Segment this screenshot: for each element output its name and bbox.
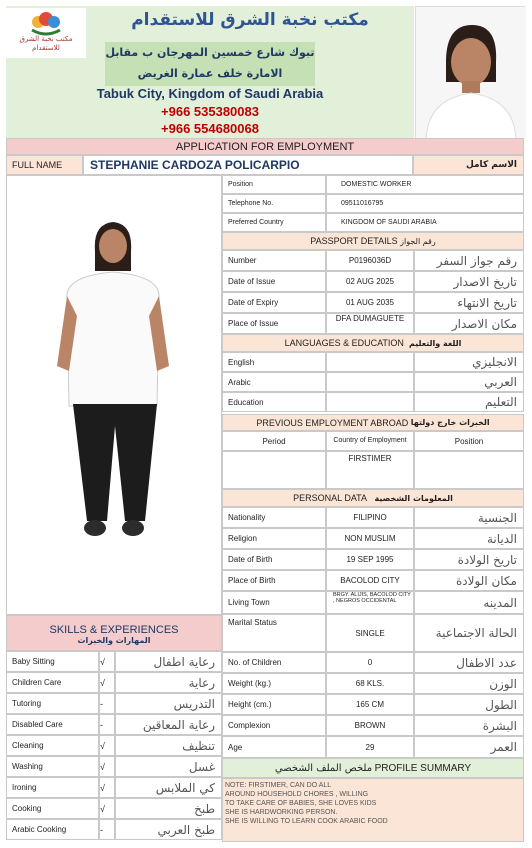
skill-label: Ironing: [6, 777, 99, 798]
address-line-2: الامارة خلف عمارة الغريض: [137, 67, 283, 80]
language-label: Education: [222, 392, 326, 412]
personal-value: SINGLE: [326, 614, 414, 652]
previous-employment-title: PREVIOUS EMPLOYMENT ABROAD: [256, 417, 409, 428]
language-label-ar: العربي: [414, 372, 524, 392]
full-body-photo: [6, 175, 222, 615]
profile-summary-line: AROUND HOUSEHOLD CHORES , WILLING: [225, 791, 369, 798]
personal-label: No. of Children: [222, 652, 326, 673]
personal-label: Religion: [222, 528, 326, 549]
headshot-photo: [415, 6, 525, 138]
skill-label: Arabic Cooking: [6, 819, 99, 840]
passport-title-ar: رقم الجواز: [400, 236, 436, 246]
full-name-label-ar: الاسم كامل: [413, 155, 524, 175]
skill-label: Disabled Care: [6, 714, 99, 735]
personal-value: 0: [326, 652, 414, 673]
passport-value: DFA DUMAGUETE: [326, 313, 414, 334]
general-label: Position: [222, 175, 326, 194]
skill-mark: √: [99, 756, 115, 777]
personal-value: NON MUSLIM: [326, 528, 414, 549]
address-line-1: تبوك شارع خمسين المهرجان ب مقابل: [105, 46, 315, 59]
personal-label-ar: المدينه: [414, 591, 524, 614]
skill-label-ar: غسل: [115, 756, 222, 777]
employment-country-cell: [326, 451, 414, 489]
skill-label-ar: تنظيف: [115, 735, 222, 756]
language-value: [326, 352, 414, 372]
passport-value: 01 AUG 2035: [326, 292, 414, 313]
general-value: KINGDOM OF SAUDI ARABIA: [326, 213, 524, 232]
col-period: Period: [222, 431, 326, 451]
passport-label-ar: تاريخ الاصدار: [414, 271, 524, 292]
skill-mark: √: [99, 651, 115, 672]
col-country: Country of Employment: [326, 431, 414, 451]
skill-mark: -: [99, 693, 115, 714]
profile-summary-title-ar: ملخص الملف الشخصي: [274, 762, 373, 774]
skills-title-ar: المهارات والخبرات: [77, 636, 151, 645]
office-logo: [6, 8, 86, 58]
passport-label: Place of Issue: [222, 313, 326, 334]
personal-label: Date of Birth: [222, 549, 326, 570]
passport-section-header: [222, 232, 524, 250]
office-name: مكتب نخبة الشرق للاستقدام: [131, 10, 369, 30]
personal-label: Marital Status: [222, 614, 326, 652]
skill-label-ar: طبخ العربي: [115, 819, 222, 840]
personal-value: 165 CM: [326, 694, 414, 715]
skill-mark: √: [99, 798, 115, 819]
skill-label-ar: رعاية المعاقين: [115, 714, 222, 735]
skill-label-ar: رعاية اطفال: [115, 651, 222, 672]
previous-employment-title-ar: الخبرات خارج دولتها: [410, 418, 490, 427]
employment-value: FIRSTIMER: [348, 454, 392, 463]
full-body-photo-icon: [7, 176, 223, 616]
personal-data-title-ar: المعلومات الشخصية: [374, 493, 453, 503]
skills-title: SKILLS & EXPERIENCES: [49, 624, 179, 636]
personal-label-ar: عدد الاطفال: [414, 652, 524, 673]
skill-mark: -: [99, 819, 115, 840]
skill-label-ar: التدريس: [115, 693, 222, 714]
general-value: 09511016795: [326, 194, 524, 213]
skill-label: Cooking: [6, 798, 99, 819]
profile-summary-header: [222, 758, 524, 778]
personal-value: 68 KLS.: [326, 673, 414, 694]
profile-summary-body: [222, 778, 524, 842]
profile-summary-line: SHE IS HARDWORKING PERSON.: [225, 809, 338, 816]
personal-label-ar: مكان الولادة: [414, 570, 524, 591]
passport-label: Date of Issue: [222, 271, 326, 292]
profile-summary-title: PROFILE SUMMARY: [374, 762, 472, 774]
languages-section-header: [222, 334, 524, 352]
full-name-label: FULL NAME: [6, 155, 83, 175]
logo-text: مكتب نخبة الشرق للاستقدام: [19, 35, 73, 52]
passport-label: Date of Expiry: [222, 292, 326, 313]
languages-title: LANGUAGES & EDUCATION: [284, 338, 404, 348]
skills-header: [6, 615, 222, 651]
skill-mark: √: [99, 672, 115, 693]
personal-label-ar: الجنسية: [414, 507, 524, 528]
personal-value: 19 SEP 1995: [326, 549, 414, 570]
skill-label: Tutoring: [6, 693, 99, 714]
profile-summary-line: NOTE: FIRSTIMER, CAN DO ALL: [225, 782, 332, 789]
languages-title-ar: اللغة والتعليم: [408, 338, 462, 348]
skill-label: Washing: [6, 756, 99, 777]
personal-data-title: PERSONAL DATA: [293, 493, 367, 503]
headshot-icon: [416, 7, 526, 139]
personal-data-header: [222, 489, 524, 507]
language-label-ar: الانجليزي: [414, 352, 524, 372]
application-title: APPLICATION FOR EMPLOYMENT: [6, 138, 524, 155]
skill-label: Baby Sitting: [6, 651, 99, 672]
skill-label-ar: طبخ: [115, 798, 222, 819]
personal-value: BACOLOD CITY: [326, 570, 414, 591]
personal-label-ar: تاريخ الولادة: [414, 549, 524, 570]
profile-summary-line: SHE IS WILLING TO LEARN COOK ARABIC FOOD: [225, 818, 388, 825]
employment-period-cell: [222, 451, 326, 489]
skill-mark: √: [99, 777, 115, 798]
personal-value: BROWN: [326, 715, 414, 736]
skill-label-ar: كي الملابس: [115, 777, 222, 798]
profile-summary-line: TO TAKE CARE OF BABIES, SHE LOVES KIDS: [225, 800, 377, 807]
personal-label: Height (cm.): [222, 694, 326, 715]
passport-value: 02 AUG 2025: [326, 271, 414, 292]
general-label: Telephone No.: [222, 194, 326, 213]
personal-value: FILIPINO: [326, 507, 414, 528]
personal-label-ar: الطول: [414, 694, 524, 715]
personal-label-ar: العمر: [414, 736, 524, 758]
language-value: [326, 372, 414, 392]
language-label-ar: التعليم: [414, 392, 524, 412]
skill-mark: -: [99, 714, 115, 735]
passport-value: P0196036D: [326, 250, 414, 271]
personal-value: 29: [326, 736, 414, 758]
personal-label: Weight (kg.): [222, 673, 326, 694]
passport-label-ar: رقم جواز السفر: [414, 250, 524, 271]
personal-label: Complexion: [222, 715, 326, 736]
personal-label-ar: الحالة الاجتماعية: [414, 614, 524, 652]
passport-label-ar: مكان الاصدار: [414, 313, 524, 334]
skill-label: Children Care: [6, 672, 99, 693]
passport-label-ar: تاريخ الانتهاء: [414, 292, 524, 313]
phone-2: +966 554680068: [161, 121, 259, 136]
language-label: Arabic: [222, 372, 326, 392]
passport-label: Number: [222, 250, 326, 271]
skill-label: Cleaning: [6, 735, 99, 756]
skill-label-ar: رعاية: [115, 672, 222, 693]
personal-label-ar: البشرة: [414, 715, 524, 736]
city-text: Tabuk City, Kingdom of Saudi Arabia: [96, 86, 324, 101]
general-value: DOMESTIC WORKER: [326, 175, 524, 194]
language-label: English: [222, 352, 326, 372]
skill-mark: √: [99, 735, 115, 756]
employment-position-cell: [414, 451, 524, 489]
personal-label: Place of Birth: [222, 570, 326, 591]
previous-employment-header: [222, 414, 524, 431]
personal-label: Nationality: [222, 507, 326, 528]
passport-title: PASSPORT DETAILS: [310, 236, 398, 246]
personal-label: Age: [222, 736, 326, 758]
personal-label-ar: الديانة: [414, 528, 524, 549]
personal-label-ar: الوزن: [414, 673, 524, 694]
personal-value: BRGY. ALIJIS, BACOLOD CITY , NEGROS OCCIDENTAL: [326, 591, 414, 614]
phone-1: +966 535380083: [161, 104, 259, 119]
general-label: Preferred Country: [222, 213, 326, 232]
personal-label: Living Town: [222, 591, 326, 614]
language-value: [326, 392, 414, 412]
full-name-value: STEPHANIE CARDOZA POLICARPIO: [83, 155, 413, 175]
col-position: Position: [414, 431, 524, 451]
